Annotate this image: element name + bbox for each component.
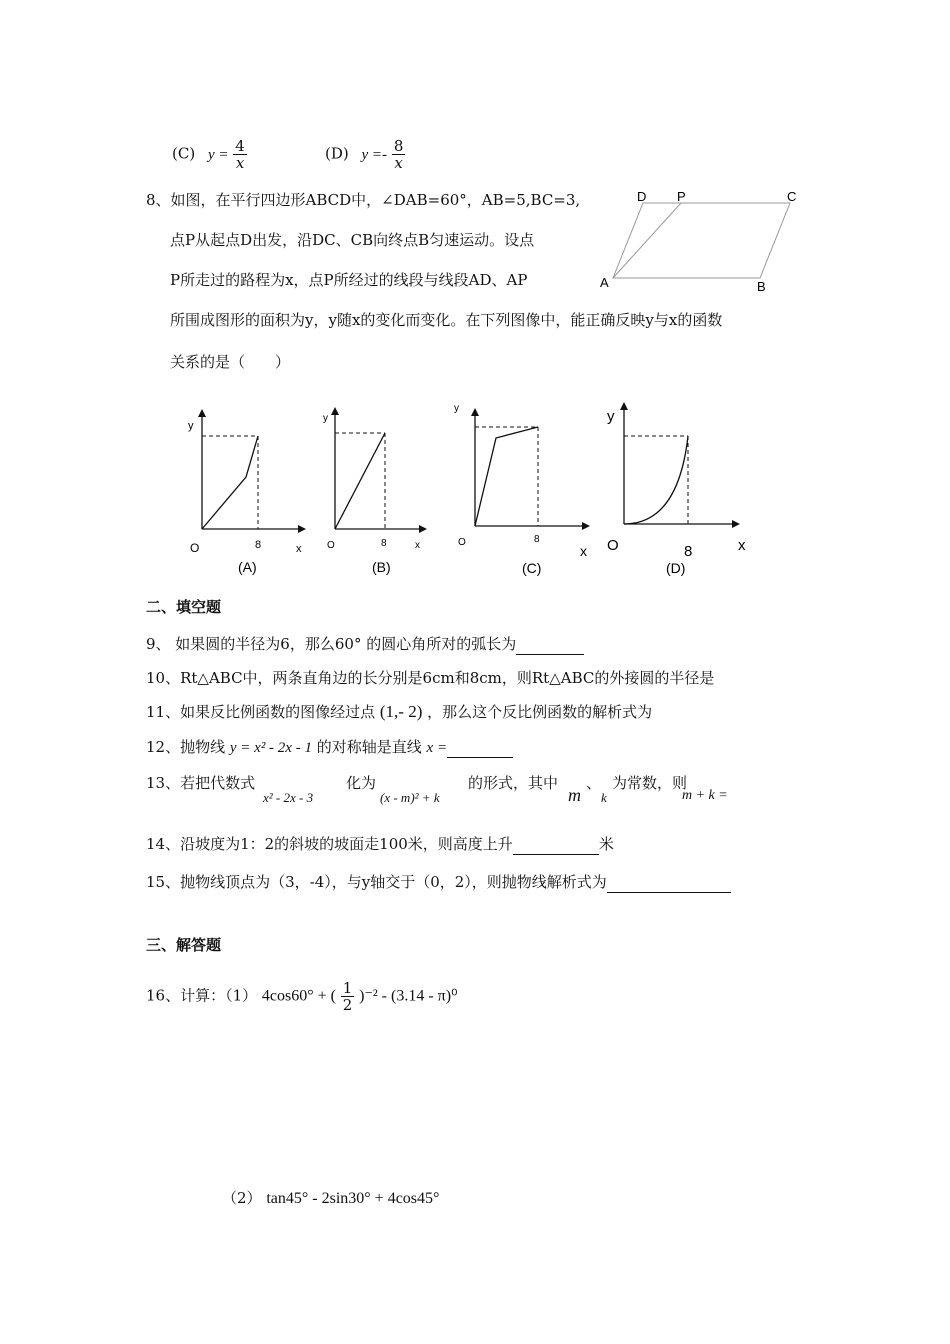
q16-pre: 16、计算：（1）: [146, 986, 258, 1005]
q16-fraction: [341, 980, 355, 1013]
graph-b-origin: O: [327, 540, 335, 551]
q13-expr2: (x - m)² + k: [380, 790, 440, 805]
q12-mid: 的对称轴是直线: [316, 738, 422, 756]
q12: [146, 737, 513, 758]
q14-post: 米: [598, 835, 614, 853]
q11-post: ，那么这个反比例函数的解析式为: [427, 703, 653, 721]
q8-line5: 关系的是（ ）: [170, 353, 291, 371]
graph-c-xlabel: x: [580, 543, 587, 559]
q16-expr2: tan45° - 2sin30° + 4cos45°: [266, 1190, 440, 1207]
q13-expr3: m + k =: [682, 788, 728, 803]
q11-point: (1,- 2): [379, 702, 423, 721]
q14-blank[interactable]: [513, 834, 599, 855]
graph-b-curve: [335, 433, 385, 529]
graph-a-curve: [202, 436, 258, 529]
graph-c-ylabel: y: [454, 403, 459, 414]
option-c: [172, 138, 247, 171]
q10: 10、Rt△ABC中，两条直角边的长分别是6cm和8cm，则Rt△ABC的外接圆的半径是: [146, 669, 715, 687]
q8-line2: 点P从起点D出发，沿DC、CB向终点B匀速运动。设点: [170, 231, 535, 249]
graph-b-ylabel: y: [323, 413, 328, 424]
label-b: B: [757, 279, 766, 294]
graph-d-caption: (D): [666, 560, 686, 576]
option-d-lhs: y =-: [361, 146, 388, 163]
q12-expr: y = x² - 2x - 1: [229, 740, 312, 756]
graph-a-xlabel: x: [296, 543, 302, 555]
label-p: P: [677, 189, 686, 204]
graph-b-tick: 8: [381, 538, 387, 549]
option-c-numerator: 4: [235, 137, 245, 155]
q15: [146, 872, 731, 893]
q16-part2: [222, 1188, 439, 1209]
q13-mid2: 的形式，其中: [468, 774, 559, 792]
q16-part2-label: （2）: [222, 1189, 262, 1207]
label-c: C: [787, 189, 797, 204]
q16-expr1-a: 4cos60° + (: [261, 987, 336, 1005]
q11-pre: 11、如果反比例函数的图像经过点: [146, 703, 376, 721]
q16-fraction-denominator: 2: [342, 996, 353, 1014]
graph-c-tick: 8: [534, 534, 540, 545]
q16-expr1-b: )⁻² - (3.14 - π)⁰: [359, 987, 458, 1005]
graph-c-curve: [475, 427, 538, 526]
option-d-fraction: [392, 138, 406, 171]
segment-ap: [613, 203, 681, 278]
graph-b-xlabel: x: [415, 540, 420, 551]
graph-c: [450, 398, 600, 578]
q16-part1: [146, 980, 457, 1013]
q13-pre: 13、若把代数式: [146, 774, 256, 792]
option-c-fraction: [233, 138, 247, 171]
q9-text: 9、 如果圆的半径为6，那么60° 的圆心角所对的弧长为: [146, 635, 517, 653]
graph-a: [180, 405, 310, 580]
label-a: A: [600, 275, 609, 290]
q16-fraction-numerator: 1: [342, 979, 353, 997]
q12-pre: 12、抛物线: [146, 738, 226, 756]
option-d-label: (D): [325, 144, 349, 163]
section3-title: 三、解答题: [146, 936, 222, 954]
q9: [146, 634, 584, 655]
graph-a-origin: O: [190, 541, 200, 555]
q8-line4: 所围成图形的面积为y，y随x的变化而变化。在下列图像中，能正确反映y与x的函数: [170, 311, 723, 329]
q12-var: x =: [426, 740, 448, 756]
section2-title: 二、填空题: [146, 598, 222, 616]
q13-mid3: 为常数，则: [612, 774, 688, 792]
q14-pre: 14、沿坡度为1：2的斜坡的坡面走100米，则高度上升: [146, 835, 513, 853]
q13-sep: 、: [586, 774, 602, 792]
q13-expr1: x² - 2x - 3: [263, 790, 314, 805]
graph-d-ylabel: y: [607, 408, 615, 425]
q15-blank[interactable]: [607, 872, 731, 893]
q13-k: k: [601, 790, 607, 805]
q12-blank[interactable]: [447, 737, 513, 758]
q9-blank[interactable]: [516, 634, 584, 655]
graph-b-caption: (B): [372, 559, 391, 575]
graph-c-caption: (C): [522, 560, 542, 576]
option-c-label: (C): [172, 144, 196, 163]
graph-d-xlabel: x: [738, 537, 746, 554]
q11: [146, 702, 652, 722]
q15-text: 15、抛物线顶点为（3，-4），与y轴交于（0，2），则抛物线解析式为: [146, 873, 607, 891]
option-c-lhs: y =: [207, 146, 229, 163]
graph-d: [598, 398, 758, 578]
q8-line3: P所走过的路程为x，点P所经过的线段与线段AD、AP: [170, 271, 528, 289]
graph-a-tick: 8: [255, 539, 262, 551]
option-d: [325, 138, 405, 171]
q14: [146, 834, 614, 855]
graph-b: [315, 405, 435, 580]
label-d: D: [637, 189, 647, 204]
option-c-denominator: x: [235, 154, 245, 172]
option-d-denominator: x: [394, 154, 403, 172]
graph-d-curve: [624, 436, 688, 524]
q13-text: [146, 773, 255, 793]
q13-m: m: [568, 785, 581, 805]
graph-d-tick: 8: [684, 543, 693, 560]
q13-mid1: 化为: [346, 774, 377, 792]
parallelogram-abcd: [613, 203, 790, 278]
option-d-numerator: 8: [393, 137, 404, 155]
parallelogram-figure: [595, 185, 810, 295]
graph-d-origin: O: [607, 537, 619, 554]
q8-line1: 8、如图，在平行四边形ABCD中，∠DAB=60°，AB=5,BC=3,: [146, 191, 581, 209]
graph-c-origin: O: [458, 537, 466, 548]
graph-a-ylabel: y: [188, 420, 194, 432]
graph-a-caption: (A): [238, 559, 257, 575]
